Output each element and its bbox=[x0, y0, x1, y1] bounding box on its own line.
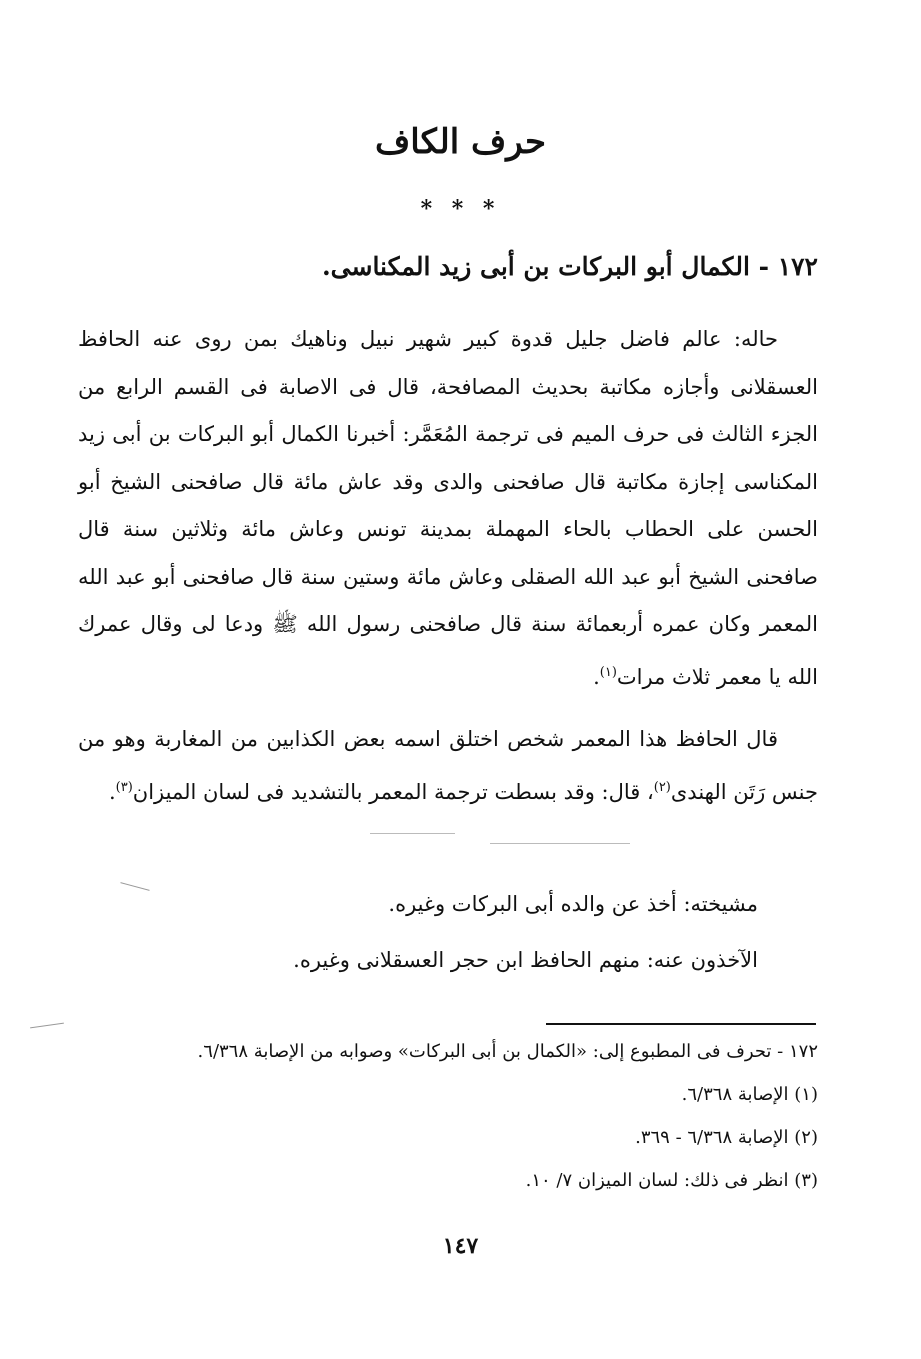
biography-paragraph bbox=[78, 316, 818, 701]
footnote-ref-2: (٢) bbox=[653, 779, 671, 795]
footnotes bbox=[78, 1030, 818, 1202]
paragraph-text: قال الحافظ هذا المعمر شخص اختلق اسمه بعض الكذابين من المغاربة وهو من جنس رَتَن الهندى bbox=[78, 727, 818, 804]
teachers-line: مشيخته: أخذ عن والده أبى البركات وغيره. bbox=[388, 892, 758, 916]
entry-heading: ١٧٢ - الكمال أبو البركات بن أبى زيد المكناسى. bbox=[321, 252, 818, 281]
commentary-paragraph bbox=[78, 716, 818, 816]
chapter-heading: حرف الكاف bbox=[374, 122, 547, 162]
paragraph-end: . bbox=[593, 664, 600, 689]
scan-mark bbox=[30, 1023, 64, 1029]
entry-metadata bbox=[78, 876, 818, 988]
paragraph-text: حاله: عالم فاضل جليل قدوة كبير شهير نبيل وناهيك بمن روى عنه الحافظ العسقلانى وأجازه مكاتبة بحديث المصافحة، قال فى الاصابة فى القسم الرابع من الجزء الثالث فى حرف الميم فى ترجمة المُعَمَّر: أخبرنا الكمال أبو البركات بن أبى زيد المكناسى إجازة مكاتبة قال صافحنى والدى وقد عاش مائة قال صافحنى الشيخ أبو الحسن على الحطاب بالحاء المهملة بمدينة تونس وعاش مائة وثلاثين سنة قال صافحنى الشيخ أبو عبد الله الصقلى وعاش مائة وستين سنة قال صافحنى أبو عبد الله المعمر وكان عمره أربعمائة سنة قال صافحنى رسول الله ﷺ ودعا لى وقال عمرك الله يا معمر ثلاث مرات bbox=[78, 327, 818, 689]
footnote-separator bbox=[546, 1023, 816, 1025]
footnote-item: (١) الإصابة ٦/٣٦٨. bbox=[681, 1084, 818, 1105]
footnote-item: (٣) انظر فى ذلك: لسان الميزان ٧/ ١٠. bbox=[525, 1170, 818, 1191]
ornament-stars: * * * bbox=[420, 196, 501, 222]
footnote-item: ١٧٢ - تحرف فى المطبوع إلى: «الكمال بن أبى البركات» وصوابه من الإصابة ٦/٣٦٨. bbox=[197, 1041, 818, 1062]
footnote-ref-3: (٣) bbox=[115, 779, 133, 795]
faint-rule bbox=[370, 833, 455, 834]
footnote-ref-1: (١) bbox=[599, 664, 617, 680]
footnote-item: (٢) الإصابة ٦/٣٦٨ - ٣٦٩. bbox=[635, 1127, 818, 1148]
faint-rule bbox=[490, 843, 630, 844]
students-line: الآخذون عنه: منهم الحافظ ابن حجر العسقلانى وغيره. bbox=[293, 948, 758, 972]
paragraph-text: ، قال: وقد بسطت ترجمة المعمر بالتشديد فى لسان الميزان bbox=[132, 779, 654, 804]
page-number: ١٤٧ bbox=[442, 1233, 479, 1259]
paragraph-end: . bbox=[108, 779, 116, 804]
